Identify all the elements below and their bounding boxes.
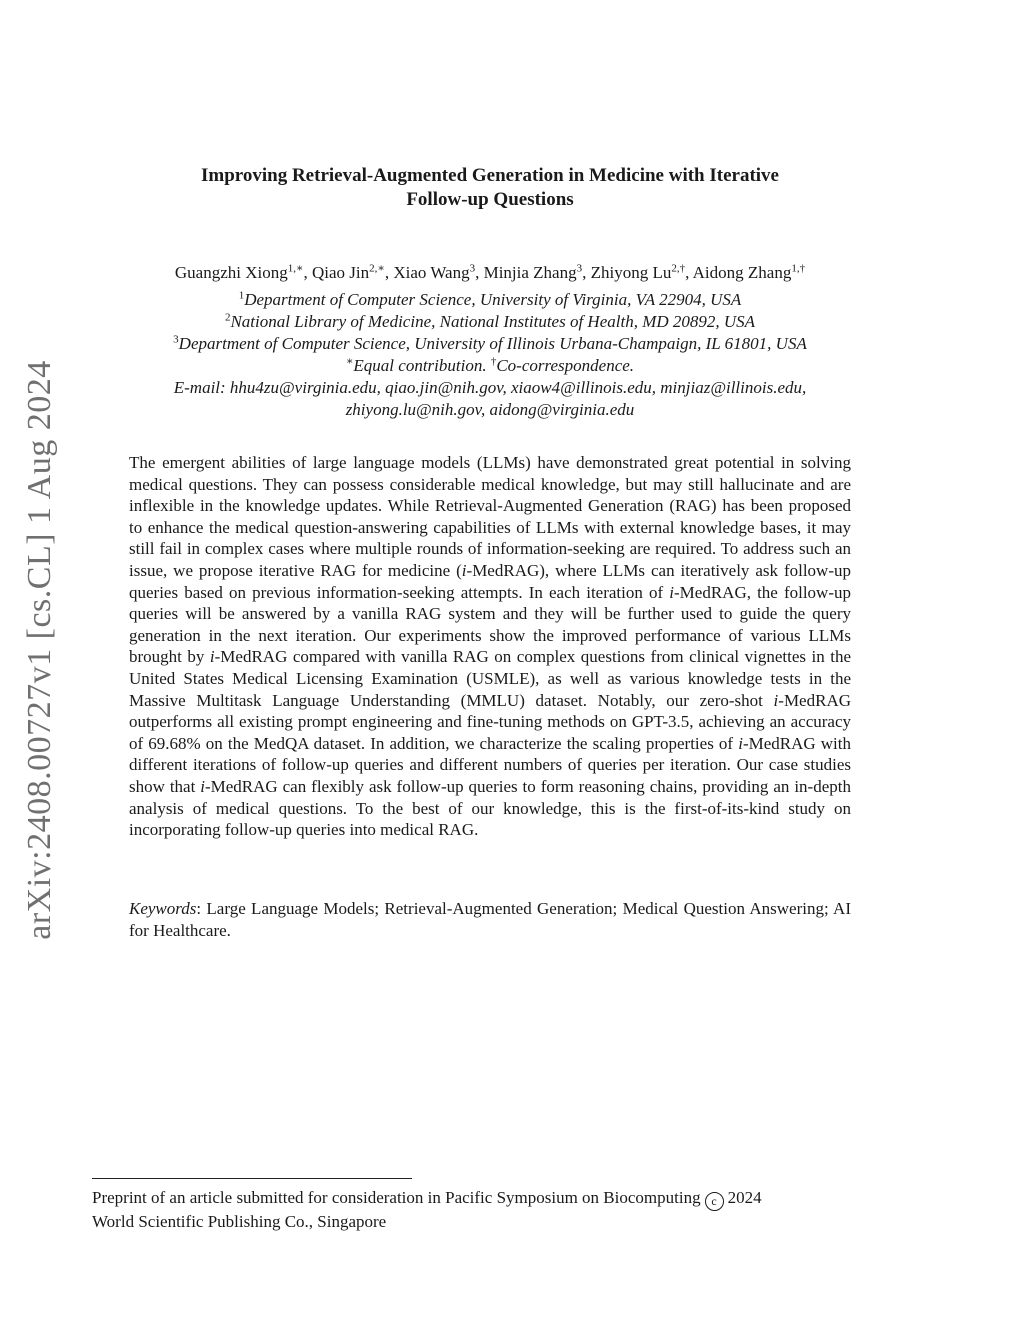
- contribution-notes: [90, 355, 890, 377]
- keywords: [129, 898, 851, 941]
- abstract: [129, 452, 851, 841]
- author-name: Zhiyong Lu: [590, 263, 672, 282]
- abstract-text: The emergent abilities of large language models (LLMs) have demonstrated great potential in solving medical questions. They can possess considerable medical knowledge, but may still hallucinate and are inflexible in the knowledge updates. While Retrieval-Augmented Generation (RAG) has been proposed to enhance the medical question-answering capabilities of LLMs with external knowledge bases, it may still fail in complex cases where multiple rounds of information-seeking are required. To address such an issue, we propose iterative RAG for medicine (: [129, 453, 851, 580]
- arxiv-identifier: arXiv:2408.00727v1 [cs.CL] 1 Aug 2024: [21, 360, 58, 940]
- footnote: [92, 1187, 892, 1233]
- email-line-2: zhiyong.lu@nih.gov, aidong@virginia.edu: [345, 400, 635, 419]
- abstract-italic-i: i: [669, 582, 674, 602]
- equal-contribution-text: Equal contribution.: [353, 356, 487, 375]
- author-marks: 3: [576, 262, 583, 275]
- title-line-2: Follow-up Questions: [406, 189, 574, 210]
- affiliation-text: Department of Computer Science, University of Virginia, VA 22904, USA: [244, 290, 742, 309]
- keywords-text: : Large Language Models; Retrieval-Augmented Generation; Medical Question Answering; AI for Healthcare.: [129, 899, 851, 940]
- footnote-year: 2024: [727, 1188, 762, 1207]
- author-marks: 2,†: [671, 262, 686, 275]
- abstract-italic-i: i: [209, 647, 215, 667]
- affiliation-3: [90, 333, 890, 355]
- correspondence-mark: †: [490, 355, 497, 368]
- abstract-text: -MedRAG), where LLMs can iteratively ask follow-up queries based on previous information-seeking attempts. In each iteration of: [129, 560, 851, 602]
- affiliation-text: Department of Computer Science, University of Illinois Urbana-Champaign, IL 61801, USA: [178, 334, 807, 353]
- paper-title: [120, 164, 860, 212]
- affiliation-number: 2: [224, 311, 231, 324]
- author-name: Qiao Jin: [311, 263, 370, 282]
- author-name: Xiao Wang: [393, 263, 470, 282]
- author-name: Aidong Zhang: [692, 263, 792, 282]
- abstract-text: -MedRAG, the follow-up queries will be answered by a vanilla RAG system and they will be further used to guide the query generation in the next iteration. Our experiments show the improved performance of various LLMs brought by: [129, 582, 852, 667]
- abstract-italic-i: i: [773, 690, 779, 710]
- footnote-divider: [92, 1178, 412, 1179]
- abstract-text: -MedRAG compared with vanilla RAG on complex questions from clinical vignettes in the United States Medical Licensing Examination (USMLE), as well as various knowledge tests in the Massive Multitask Language Understanding (MMLU) dataset. Notably, our zero-shot: [129, 647, 851, 710]
- author-marks: 3: [469, 262, 476, 275]
- equal-contribution-mark: ∗: [345, 355, 354, 368]
- author-list: Guangzhi Xiong$^{1,∗}$, Qiao Jin$^{2,∗}$, Xiao Wang$^3$, Minjia Zhang$^3$, Zhiyong $Lu^{2,\dagger}$, Aidong Zhang$^{1,\dagger}$: [174, 262, 806, 282]
- abstract-text: -MedRAG outperforms all existing prompt engineering and fine-tuning methods on GPT-3.5, achieving an accuracy of 69.68% on the MedQA dataset. In addition, we characterize the scaling properties of: [129, 690, 851, 753]
- correspondence-text: Co-correspondence.: [496, 356, 635, 375]
- abstract-italic-i: i: [200, 776, 205, 796]
- author-marks: 1,∗: [287, 262, 304, 275]
- affiliation-block: [90, 289, 890, 421]
- affiliation-2: [90, 311, 890, 333]
- footnote-line-1: [92, 1187, 892, 1211]
- affiliation-1: [90, 289, 890, 311]
- keywords-label: Keywords: [129, 899, 197, 918]
- affiliation-text: National Library of Medicine, National Institutes of Health, MD 20892, USA: [230, 312, 756, 331]
- author-name: Guangzhi Xiong: [174, 263, 288, 282]
- title-line-1: Improving Retrieval-Augmented Generation in Medicine with Iterative: [200, 165, 779, 186]
- abstract-italic-i: i: [461, 560, 467, 580]
- copyright-icon: c: [705, 1192, 724, 1211]
- author-marks: 2,∗: [369, 262, 385, 275]
- footnote-line-2: World Scientific Publishing Co., Singapore: [92, 1212, 387, 1231]
- affiliation-number: 1: [238, 289, 245, 302]
- affiliation-number: 3: [173, 333, 179, 346]
- author-name: Minjia Zhang: [483, 263, 577, 282]
- arxiv-sidebar-stamp: [0, 360, 80, 940]
- abstract-text: -MedRAG with different iterations of follow-up queries and different numbers of queries per iteration. Our case studies show that: [129, 733, 851, 796]
- email-line-1: E-mail: hhu4zu@virginia.edu, qiao.jin@nih.gov, xiaow4@illinois.edu, minjiaz@illinois.edu,: [173, 378, 807, 397]
- footnote-text: Preprint of an article submitted for consideration in Pacific Symposium on Biocomputing: [92, 1188, 701, 1207]
- author-marks: 1,†: [791, 262, 806, 275]
- abstract-text: -MedRAG can flexibly ask follow-up queries to form reasoning chains, providing an in-depth analysis of medical questions. To the best of our knowledge, this is the first-of-its-kind study on incorporating follow-up queries into medical RAG.: [129, 776, 851, 840]
- abstract-italic-i: i: [738, 733, 743, 753]
